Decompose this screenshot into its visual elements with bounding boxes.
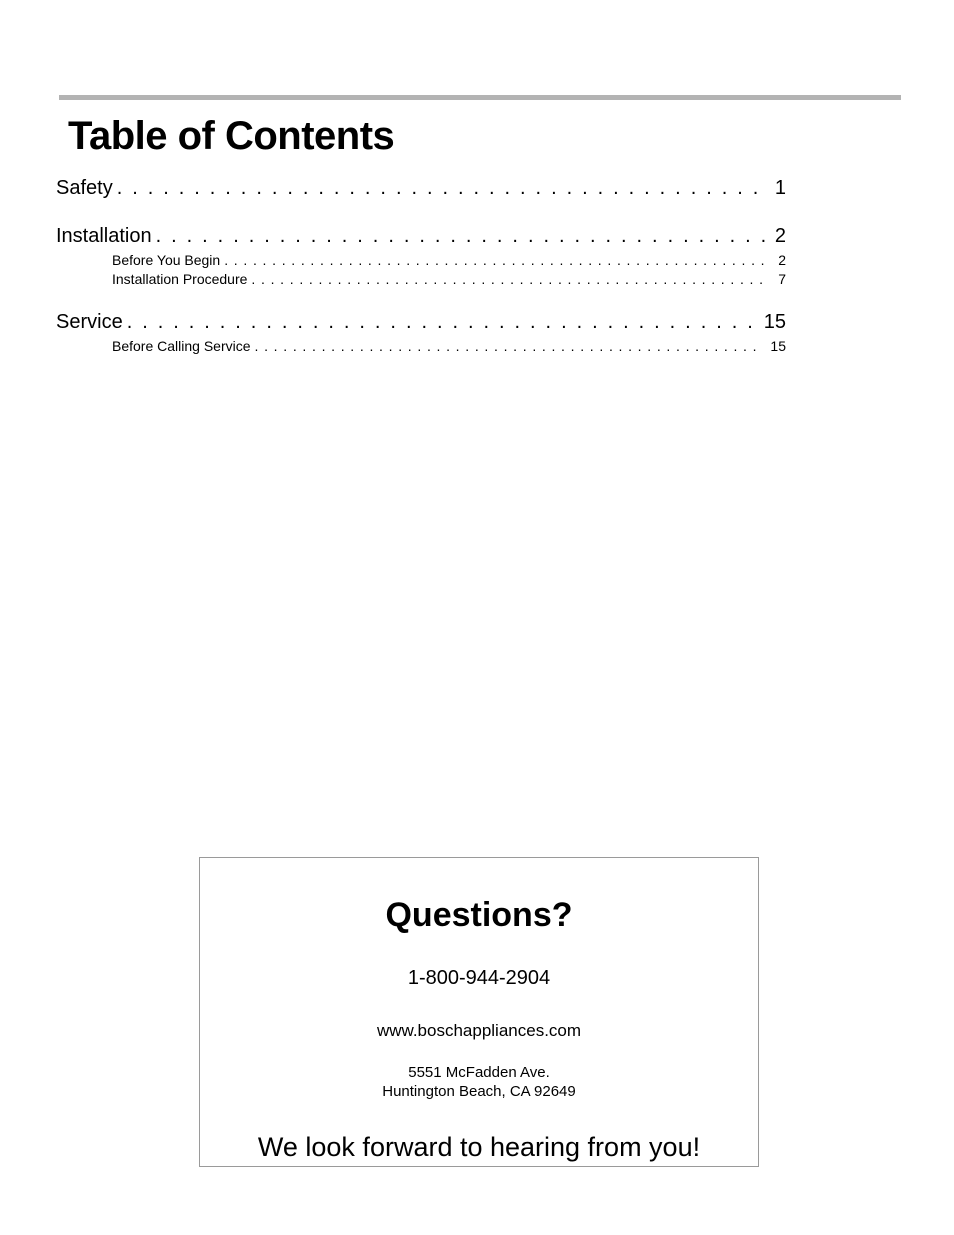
dot-leader	[117, 175, 765, 201]
toc-entry-before-you-begin[interactable]	[112, 251, 786, 269]
toc-entry-page: 15	[763, 311, 786, 333]
toc-entry-label: Before Calling Service	[112, 338, 251, 354]
toc-entry-label: Service	[56, 311, 123, 333]
address-line-2: Huntington Beach, CA 92649	[382, 1083, 576, 1100]
toc-entry-page: 7	[778, 271, 786, 287]
toc-entry-label: Before You Begin	[112, 252, 221, 268]
dot-leader	[251, 270, 768, 288]
toc-entry-page: 2	[778, 252, 786, 268]
toc-entry-page: 1	[774, 177, 786, 199]
questions-title: Questions?	[385, 896, 573, 934]
toc-entry-safety[interactable]	[56, 175, 786, 201]
dot-leader	[255, 337, 761, 355]
dot-leader	[127, 309, 754, 335]
toc-entry-installation-procedure[interactable]	[112, 270, 786, 288]
top-divider	[59, 95, 901, 100]
toc-entry-page: 15	[770, 338, 786, 354]
address-line-1: 5551 McFadden Ave.	[408, 1064, 550, 1081]
questions-box	[199, 857, 759, 1167]
phone-number: 1-800-944-2904	[407, 967, 551, 989]
toc-title: Table of Contents	[68, 114, 395, 158]
dot-leader	[224, 251, 768, 269]
toc-entry-before-calling-service[interactable]	[112, 337, 786, 355]
dot-leader	[156, 223, 765, 249]
toc-entry-service[interactable]	[56, 309, 786, 335]
closing-message: We look forward to hearing from you!	[257, 1132, 701, 1162]
toc-entry-label: Installation Procedure	[112, 271, 248, 287]
toc-entry-installation[interactable]	[56, 223, 786, 249]
toc-entry-page: 2	[774, 225, 786, 247]
toc-entry-label: Installation	[56, 225, 152, 247]
website-link[interactable]: www.boschappliances.com	[376, 1021, 582, 1040]
toc-entry-label: Safety	[56, 177, 113, 199]
